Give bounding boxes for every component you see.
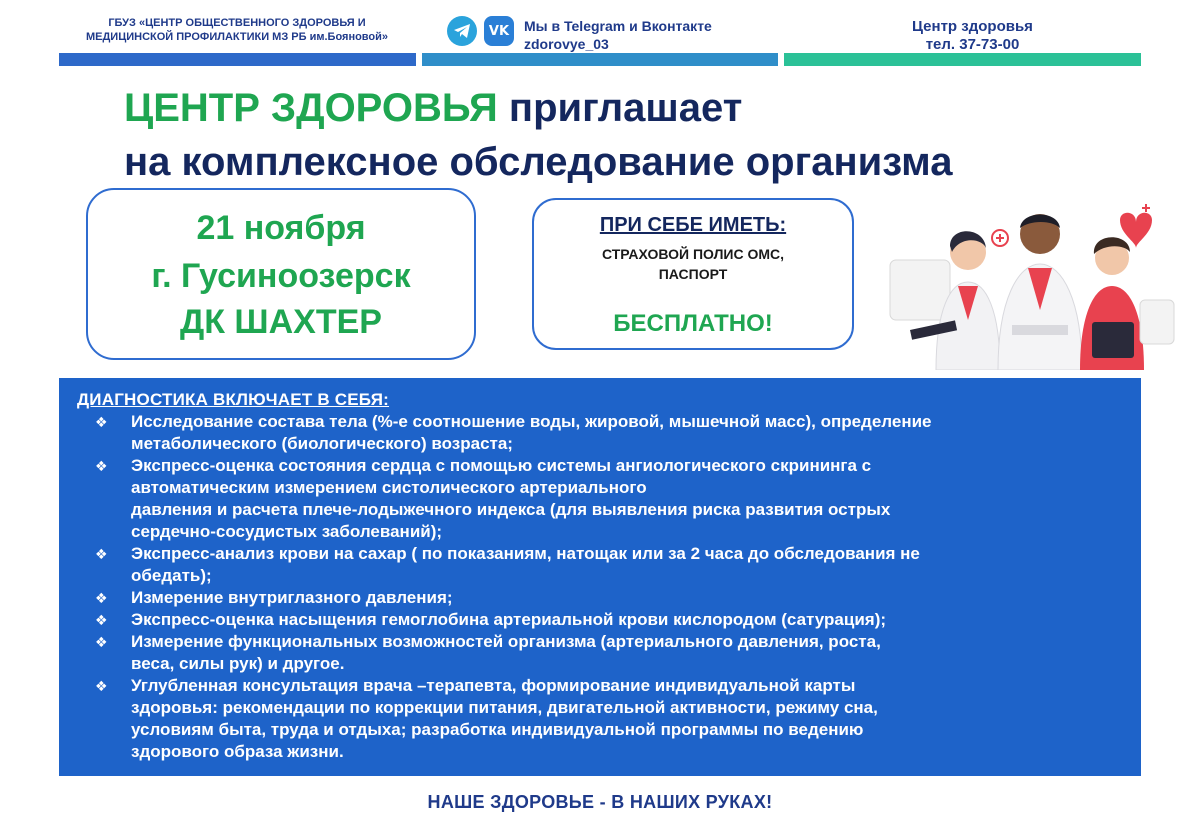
header-bar-right bbox=[784, 53, 1141, 66]
diagnostics-item-text: Экспресс-анализ крови на сахар ( по показаниям, натощак или за 2 часа до обследования не обедать); bbox=[131, 544, 920, 585]
diagnostics-item-text: Исследование состава тела (%-е соотношение воды, жировой, мышечной масс), определение метаболического (биологического) возраста; bbox=[131, 412, 932, 453]
event-venue: ДК ШАХТЕР bbox=[180, 303, 382, 341]
organization-name bbox=[62, 16, 412, 44]
event-date: 21 ноября bbox=[196, 209, 366, 247]
diamond-bullet-icon: ❖ bbox=[95, 590, 108, 606]
organization-name-line1: ГБУЗ «ЦЕНТР ОБЩЕСТВЕННОГО ЗДОРОВЬЯ И bbox=[108, 17, 366, 29]
list-item bbox=[95, 411, 1135, 455]
diagnostics-title: ДИАГНОСТИКА ВКЛЮЧАЕТ В СЕБЯ: bbox=[77, 390, 390, 409]
footer-slogan: НАШЕ ЗДОРОВЬЕ - В НАШИХ РУКАХ! bbox=[427, 792, 773, 812]
list-item bbox=[95, 631, 1135, 675]
diagnostics-item-text: Экспресс-оценка насыщения гемоглобина артериальной крови кислородом (сатурация); bbox=[131, 610, 887, 629]
list-item bbox=[95, 587, 1135, 609]
list-item bbox=[95, 543, 1135, 587]
diamond-bullet-icon: ❖ bbox=[95, 678, 108, 694]
diamond-bullet-icon: ❖ bbox=[95, 414, 108, 430]
social-handle[interactable]: zdorovye_03 bbox=[524, 36, 609, 52]
diagnostics-item-text: Измерение внутриглазного давления; bbox=[131, 588, 453, 607]
organization-name-line2: МЕДИЦИНСКОЙ ПРОФИЛАКТИКИ МЗ РБ им.Бояновой» bbox=[85, 31, 389, 43]
bring-title: ПРИ СЕБЕ ИМЕТЬ: bbox=[599, 214, 787, 236]
headline-rest: приглашает bbox=[497, 86, 743, 130]
headline-highlight: ЦЕНТР ЗДОРОВЬЯ bbox=[124, 86, 498, 130]
bring-item-insurance: СТРАХОВОЙ ПОЛИС ОМС, bbox=[601, 246, 785, 262]
diamond-bullet-icon: ❖ bbox=[95, 612, 108, 628]
doctors-illustration bbox=[880, 190, 1180, 370]
diagnostics-item-text: Экспресс-оценка состояния сердца с помощью системы ангиологического скрининга с автоматическим измерением систолического артериального давления и расчета плече-лодыжечного индекса (для выявления риска развития острых сердечно-сосудистых заболеваний); bbox=[131, 456, 891, 541]
bring-with-box bbox=[532, 198, 854, 350]
diagnostics-list bbox=[95, 411, 1135, 763]
diagnostics-panel bbox=[59, 378, 1141, 776]
free-label: БЕСПЛАТНО! bbox=[613, 310, 773, 337]
event-info-box bbox=[86, 188, 476, 360]
diamond-bullet-icon: ❖ bbox=[95, 634, 108, 650]
headline-line1 bbox=[124, 84, 742, 132]
social-caption: Мы в Telegram и Вконтакте bbox=[524, 18, 712, 34]
event-city: г. Гусиноозерск bbox=[151, 257, 411, 295]
social-links bbox=[524, 17, 712, 53]
telegram-icon[interactable] bbox=[447, 16, 477, 46]
list-item bbox=[95, 675, 1135, 763]
diagnostics-item-text: Углубленная консультация врача –терапевта, формирование индивидуальной карты здоровья: рекомендации по коррекции питания, двигательной активности, режиму сна, условиям быта, труда и отдыха; разработка индивидуальной программы по ведению здорового образа жизни. bbox=[131, 676, 878, 761]
health-center-phone: тел. 37-73-00 bbox=[925, 36, 1020, 53]
vk-icon[interactable]: VK bbox=[484, 16, 514, 46]
header-bar-left bbox=[59, 53, 416, 66]
diagnostics-item-text: Измерение функциональных возможностей организма (артериального давления, роста, веса, силы рук) и другое. bbox=[131, 632, 881, 673]
headline-line2: на комплексное обследование организма bbox=[124, 140, 953, 184]
bring-items bbox=[534, 244, 852, 284]
health-center-contact bbox=[860, 18, 1085, 54]
header-bar-middle bbox=[422, 53, 778, 66]
diamond-bullet-icon: ❖ bbox=[95, 546, 108, 562]
list-item bbox=[95, 455, 1135, 543]
health-center-name: Центр здоровья bbox=[912, 18, 1033, 35]
list-item bbox=[95, 609, 1135, 631]
diamond-bullet-icon: ❖ bbox=[95, 458, 108, 474]
bring-item-passport: ПАСПОРТ bbox=[658, 266, 728, 282]
